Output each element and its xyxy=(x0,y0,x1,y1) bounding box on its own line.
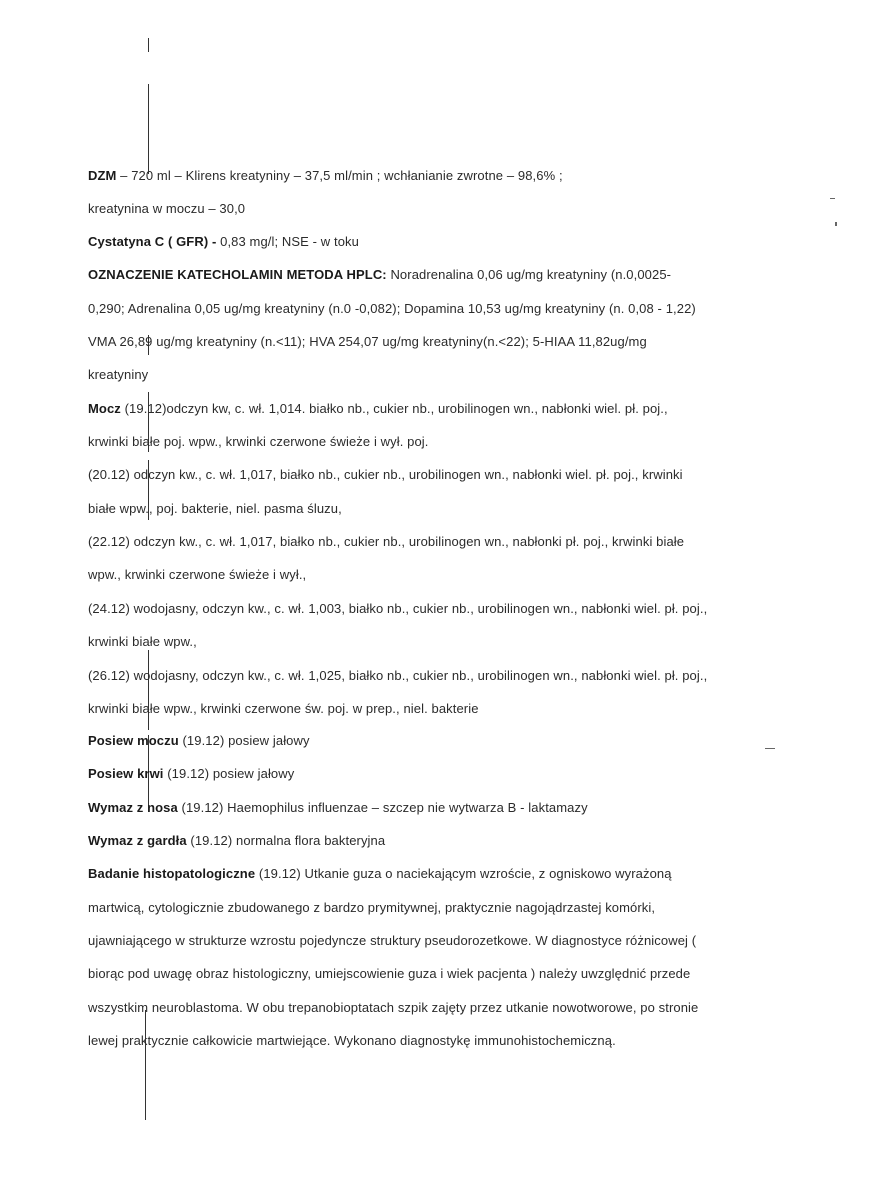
scan-artifact-line xyxy=(148,650,149,730)
bold-label: Posiew moczu xyxy=(88,733,179,748)
line-text: biorąc pod uwagę obraz histologiczny, umiejscowienie guza i wiek pacjenta ) należy uwzględnić przede xyxy=(88,966,691,981)
text-line xyxy=(88,401,668,417)
text-line xyxy=(88,733,310,749)
scan-artifact-line xyxy=(148,84,149,174)
scan-artifact-line xyxy=(145,1010,146,1120)
line-text: VMA 26,89 ug/mg kreatyniny (n.<11); HVA 254,07 ug/mg kreatyniny(n.<22); 5-HIAA 11,82ug/mg xyxy=(88,334,647,349)
line-text: (22.12) odczyn kw., c. wł. 1,017, białko nb., cukier nb., urobilinogen wn., nabłonki pł. poj., krwinki białe xyxy=(88,534,685,549)
line-text: (20.12) odczyn kw., c. wł. 1,017, białko nb., cukier nb., urobilinogen wn., nabłonki wiel. pł. poj., krwinki xyxy=(88,467,683,482)
line-text: (19.12) posiew jałowy xyxy=(178,733,310,748)
bold-label: DZM xyxy=(88,168,117,183)
scan-artifact-line xyxy=(148,38,149,52)
line-text: (19.12) normalna flora bakteryjna xyxy=(186,833,386,848)
scan-artifact-speck xyxy=(765,748,775,749)
text-line xyxy=(88,567,306,583)
line-text: (19.12) posiew jałowy xyxy=(163,766,295,781)
text-line xyxy=(88,966,690,982)
text-line xyxy=(88,534,684,550)
text-line xyxy=(88,800,588,816)
bold-label: Wymaz z gardła xyxy=(88,833,187,848)
line-text: martwicą, cytologicznie zbudowanego z bardzo prymitywnej, praktycznie nagojądrzastej komórki, xyxy=(88,900,656,915)
text-line xyxy=(88,866,672,882)
line-text: wszystkim neuroblastoma. W obu trepanobioptatach szpik zajęty przez utkanie nowotworowe, po stronie xyxy=(88,1000,699,1015)
text-line xyxy=(88,234,359,250)
line-text: (26.12) wodojasny, odczyn kw., c. wł. 1,025, białko nb., cukier nb., urobilinogen wn., nabłonki wiel. pł. poj., xyxy=(88,668,708,683)
text-line xyxy=(88,467,683,483)
line-text: Noradrenalina 0,06 ug/mg kreatyniny (n.0,0025- xyxy=(386,267,672,282)
text-line xyxy=(88,1033,616,1049)
text-line xyxy=(88,434,429,450)
line-text: – 720 ml – Klirens kreatyniny – 37,5 ml/min ; wchłanianie zwrotne – 98,6% ; xyxy=(116,168,563,183)
line-text: (19.12) Haemophilus influenzae – szczep nie wytwarza B - laktamazy xyxy=(177,800,588,815)
text-line xyxy=(88,367,148,383)
bold-label: Mocz xyxy=(88,401,121,416)
line-text: kreatynina w moczu – 30,0 xyxy=(88,201,246,216)
line-text: ujawniającego w strukturze wzrostu pojedyncze struktury pseudorozetkowe. W diagnostyce różnicowej ( xyxy=(88,933,697,948)
line-text: kreatyniny xyxy=(88,367,149,382)
text-line xyxy=(88,701,479,717)
text-line xyxy=(88,601,707,617)
text-line xyxy=(88,634,197,650)
line-text: wpw., krwinki czerwone świeże i wył., xyxy=(88,567,307,582)
bold-label: OZNACZENIE KATECHOLAMIN METODA HPLC: xyxy=(88,267,387,282)
text-line xyxy=(88,900,655,916)
bold-label: Wymaz z nosa xyxy=(88,800,178,815)
text-line xyxy=(88,168,563,184)
bold-label: Cystatyna C ( GFR) - xyxy=(88,234,217,249)
bold-label: Posiew krwi xyxy=(88,766,164,781)
scan-artifact-speck xyxy=(830,198,835,199)
line-text: (19.12)odczyn kw, c. wł. 1,014. białko nb., cukier nb., urobilinogen wn., nabłonki wiel. pł. poj., xyxy=(120,401,668,416)
text-line xyxy=(88,301,696,317)
line-text: krwinki białe poj. wpw., krwinki czerwone świeże i wył. poj. xyxy=(88,434,429,449)
text-line xyxy=(88,267,671,283)
text-line xyxy=(88,501,342,517)
text-line xyxy=(88,1000,698,1016)
scan-artifact-speck xyxy=(835,222,837,226)
line-text: 0,83 mg/l; NSE - w toku xyxy=(216,234,359,249)
line-text: białe wpw., poj. bakterie, niel. pasma śluzu, xyxy=(88,501,342,516)
text-line xyxy=(88,334,647,350)
bold-label: Badanie histopatologiczne xyxy=(88,866,256,881)
text-line xyxy=(88,668,707,684)
line-text: 0,290; Adrenalina 0,05 ug/mg kreatyniny (n.0 -0,082); Dopamina 10,53 ug/mg kreatyniny (n. 0,08 - 1,22) xyxy=(88,301,696,316)
line-text: lewej praktycznie całkowicie martwiejące. Wykonano diagnostykę immunohistochemiczną. xyxy=(88,1033,616,1048)
text-line xyxy=(88,201,245,217)
line-text: (19.12) Utkanie guza o naciekającym wzroście, z ogniskowo wyrażoną xyxy=(255,866,672,881)
text-line xyxy=(88,833,385,849)
text-line xyxy=(88,933,696,949)
line-text: krwinki białe wpw., krwinki czerwone św. poj. w prep., niel. bakterie xyxy=(88,701,479,716)
line-text: krwinki białe wpw., xyxy=(88,634,197,649)
text-line xyxy=(88,766,294,782)
line-text: (24.12) wodojasny, odczyn kw., c. wł. 1,003, białko nb., cukier nb., urobilinogen wn., nabłonki wiel. pł. poj., xyxy=(88,601,708,616)
